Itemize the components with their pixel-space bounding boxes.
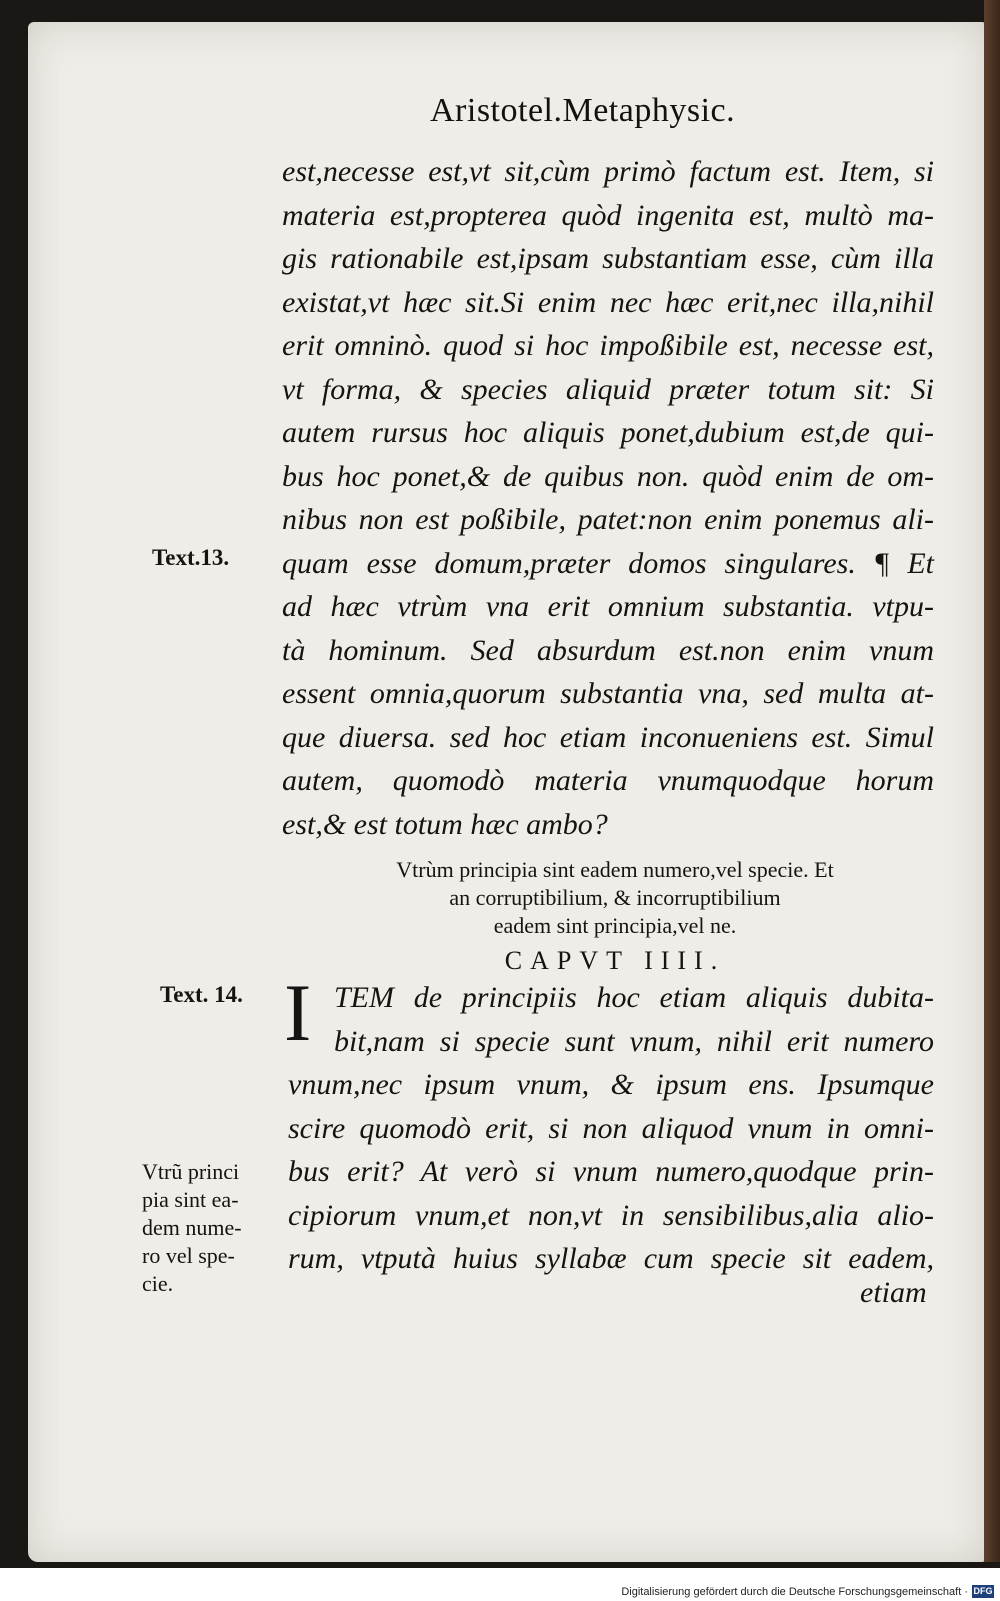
text-line: vt forma, & species aliquid præter totum sit: Si: [282, 372, 934, 406]
margin-note-text-13: Text.13.: [152, 545, 230, 570]
margin-note-text-14: Text. 14.: [160, 982, 243, 1007]
drop-cap: I: [284, 967, 312, 1058]
footer-credit: Digitalisierung gefördert durch die Deutsche Forschungsgemeinschaft ·: [621, 1586, 968, 1598]
text-line: existat,vt hæc sit.Si enim nec hæc erit,nec illa,nihil: [282, 285, 934, 319]
side-note-line: pia sint ea-: [142, 1187, 239, 1212]
side-note-line: cie.: [142, 1271, 174, 1296]
text-line: bus erit? At verò si vnum numero,quodque prin-: [288, 1155, 934, 1188]
section-heading-line: eadem sint principia,vel ne.: [493, 913, 737, 938]
text-line: bit,nam si specie sunt vnum, nihil erit numero: [334, 1024, 934, 1058]
text-line: est,& est totum hæc ambo?: [282, 807, 608, 841]
text-line: gis rationabile est,ipsam substantiam esse, cùm illa: [282, 242, 934, 275]
section-heading-line: Vtrùm principia sint eadem numero,vel specie. Et: [396, 857, 834, 882]
text-line: quam esse domum,præter domos singulares. ¶ Et: [282, 546, 934, 580]
text-line: erit omninò. quod si hoc impoßibile est, necesse est,: [282, 329, 934, 362]
section-heading-line: an corruptibilium, & incorruptibilium: [449, 885, 781, 910]
passage-2: [288, 976, 934, 1281]
text-line: est,necesse est,vt sit,cùm primò factum est. Item, si: [282, 155, 934, 188]
text-line: scire quomodò erit, si non aliquod vnum in omni-: [288, 1111, 934, 1145]
text-line: rum, vtputà huius syllabæ cum specie sit eadem,: [288, 1242, 934, 1275]
catchword: etiam: [860, 1276, 927, 1309]
chapter-title: CAPVT IIII.: [504, 946, 726, 975]
text-line: essent omnia,quorum substantia vna, sed multa at-: [282, 677, 934, 710]
text-line: que diuersa. sed hoc etiam inconueniens est. Simul: [282, 720, 934, 754]
text-line: autem rursus hoc aliquis ponet,dubium est,de qui-: [282, 416, 934, 449]
margin-side-note: [142, 1158, 282, 1298]
side-note-line: ro vel spe-: [142, 1243, 235, 1268]
text-line: ad hæc vtrùm vna erit omnium substantia. vtpu-: [282, 590, 934, 623]
text-line: nibus non est poßibile, patet:non enim ponemus ali-: [282, 503, 934, 536]
text-line: autem, quomodò materia vnumquodque horum: [282, 764, 934, 797]
running-head: Aristotel.Metaphysic.: [430, 92, 736, 129]
book-edge: [984, 0, 1000, 1562]
section-heading: [300, 856, 930, 940]
text-line: materia est,propterea quòd ingenita est, multò ma-: [282, 198, 934, 232]
passage-1: [282, 150, 934, 846]
side-note-line: dem nume-: [142, 1215, 242, 1240]
text-line: tà hominum. Sed absurdum est.non enim vnum: [282, 633, 934, 667]
text-line: cipiorum vnum,et non,vt in sensibilibus,alia alio-: [288, 1198, 934, 1232]
side-note-line: Vtrũ princi: [142, 1159, 240, 1184]
text-line: TEM de principiis hoc etiam aliquis dubita-: [334, 981, 934, 1014]
text-line: bus hoc ponet,& de quibus non. quòd enim de om-: [282, 459, 934, 493]
dfg-logo: DFG: [973, 1586, 993, 1596]
text-line: vnum,nec ipsum vnum, & ipsum ens. Ipsumque: [288, 1068, 934, 1101]
